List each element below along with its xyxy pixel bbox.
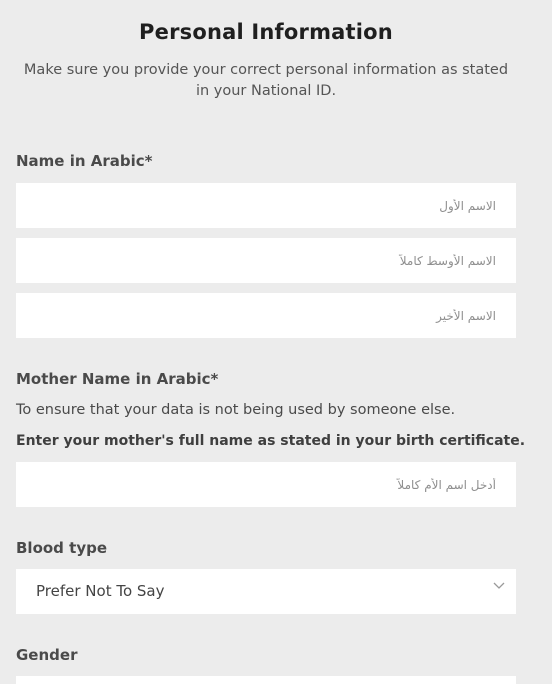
first-name-field[interactable] xyxy=(16,183,516,228)
middle-name-field[interactable] xyxy=(16,238,516,283)
chevron-down-icon xyxy=(492,579,506,593)
last-name-input[interactable] xyxy=(16,293,516,338)
mother-name-input[interactable] xyxy=(16,462,516,507)
mother-name-field[interactable] xyxy=(16,462,516,507)
gender-label: Gender xyxy=(16,646,78,664)
first-name-input[interactable] xyxy=(16,183,516,228)
blood-type-label: Blood type xyxy=(16,539,108,557)
name-in-arabic-label: Name in Arabic* xyxy=(16,152,153,170)
page-title: Personal Information xyxy=(139,20,393,44)
blood-type-selected-value: Prefer Not To Say xyxy=(36,582,165,600)
page-subtitle: Make sure you provide your correct personal information as stated in your National ID. xyxy=(23,62,509,99)
gender-select[interactable] xyxy=(16,676,516,684)
blood-type-select[interactable] xyxy=(16,569,516,614)
last-name-field[interactable] xyxy=(16,293,516,338)
mother-name-label: Mother Name in Arabic* xyxy=(16,370,219,388)
middle-name-input[interactable] xyxy=(16,238,516,283)
mother-name-helper-text: To ensure that your data is not being used by someone else. xyxy=(16,402,456,418)
mother-name-instruction: Enter your mother's full name as stated in your birth certificate. xyxy=(16,433,526,449)
